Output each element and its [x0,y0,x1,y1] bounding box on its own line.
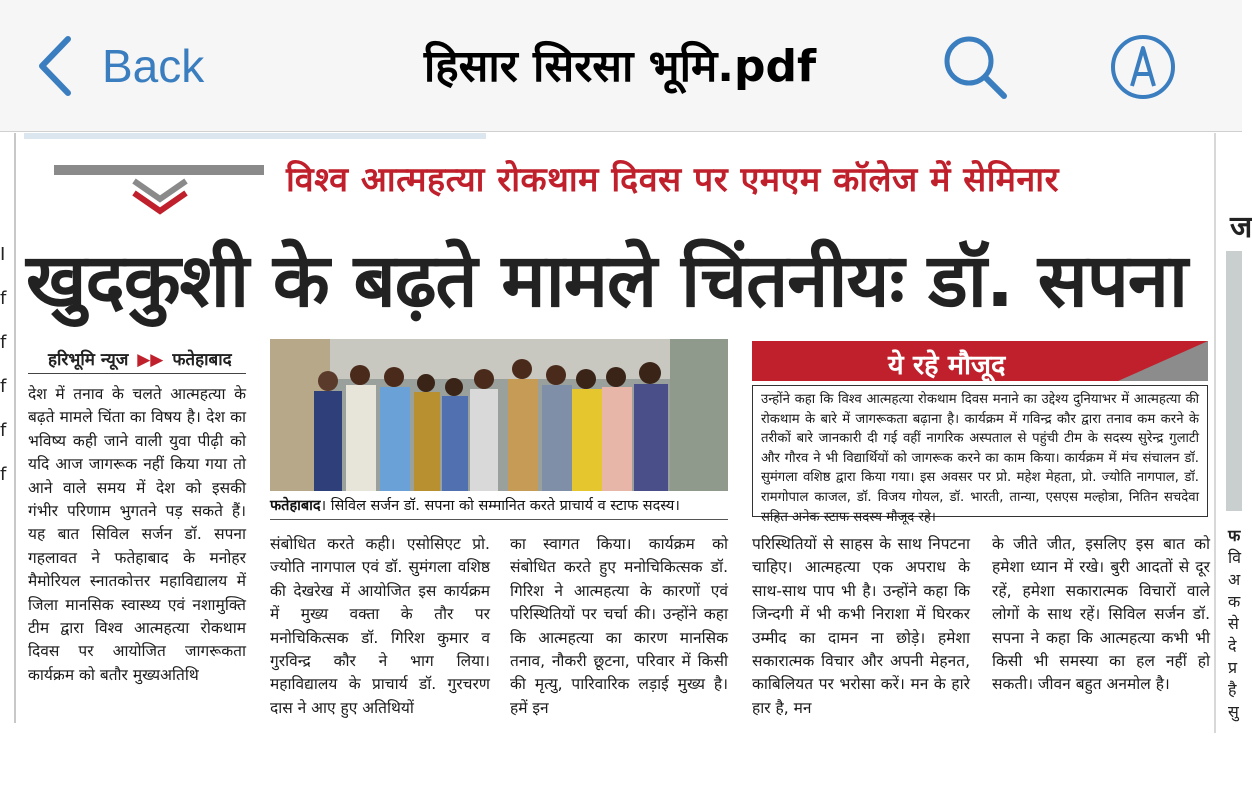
edge-fragment: f [0,420,7,441]
byline-separator: ▶▶ [137,350,164,370]
markup-button[interactable] [1110,34,1176,100]
box-header [752,341,1208,381]
right-column-rule [1214,133,1216,733]
back-label: Back [102,40,205,92]
document-title: हिसार सिरसा भूमि.pdf [423,41,817,92]
pdf-page[interactable] [0,133,1252,791]
caption-rule [270,519,728,520]
double-chevron-down-icon [124,177,196,217]
adjacent-headline-fragment: ज [1230,210,1252,245]
byline [48,347,232,370]
edge-fragment: दे [1228,636,1237,655]
edge-fragment: से [1228,614,1239,633]
edge-fragment: फ [1228,526,1241,545]
edge-fragment: क [1228,592,1241,611]
byline-place: फतेहाबाद [172,350,232,370]
markup-pen-icon [1110,34,1176,100]
article-column-3: का स्वागत किया। कार्यक्रम को संबोधित करते हुए मनोचिकित्सक डॉ. गिरिश ने आत्महत्या के कारणों एवं परिस्थितियों पर चर्चा की। उन्होंने कहा कि आत्महत्या का कारण मानसिक तनाव, नौकरी छूटना, परिवार में किसी की मृत्यु, पारिवारिक लड़ाई मुख्य है। हमें इन [510,535,728,717]
edge-fragment: I [0,244,6,265]
edge-fragment: f [0,288,7,309]
box-text: उन्होंने कहा कि विश्व आत्महत्या रोकथाम दिवस मनाने का उद्देश्य दुनियाभर में आत्महत्या की रोकथाम के बारे में जागरूकता बढ़ाना है। कार्यक्रम में गविन्द्र कौर द्वारा तनाव कम करने के तरीकों बारे जानकारी दी गई वहीं नागरिक अस्पताल से पहुंची टीम के सदस्य सुरेन्द्र गुलाटी और गौरव ने भी विद्यार्थियों को जागरूक करने का काम किया। कार्यक्रम में मंच संचालन डॉ. सुमंगला वशिष्ठ द्वारा किया गया। इस अवसर पर प्रो. महेश मेहता, प्रो. ज्योति नागपाल, डॉ. रामगोपाल काजल, डॉ. विजय गोयल, डॉ. भारती, तान्या, एसएस मल्होत्रा, नितिन सचदेवा सहित अनेक स्टाफ सदस्य मौजूद रहे। [752,385,1208,517]
right-edge-fragments [1228,525,1242,723]
back-button[interactable] [36,30,204,102]
article-column-5: के जीते जीत, इसलिए इस बात को हमेशा ध्यान में रखे। बुरी आदतों से दूर रहें, हमेशा सकारात्मक विचारों वाले लोगों के साथ रहें। सिविल सर्जन डॉ. सपना ने कहा कि आत्महत्या कभी भी किसी भी समस्या का हल नहीं हो सकती। जीवन बहुत अनमोल है। [992,535,1210,694]
group-photo-image [270,339,728,491]
article-column-1: देश में तनाव के चलते आत्महत्या के बढ़ते मामले चिंता का विषय है। देश का भविष्य कही जाने वाली युवा पीढ़ी को यदि आज जागरूक नहीं किया गया तो आने वाले समय में देश को इसकी गंभीर परिणाम भुगतने पड़ सकते हैं। यह बात सिविल सर्जन डॉ. सपना गहलावत ने फतेहाबाद के मनोहर मैमोरियल स्नातकोत्तर महाविद्यालय में जिला मानसिक स्वास्थ्य एवं नशामुक्ति टीम द्वारा विश्व आत्महत्या रोकथाम दिवस पर आयोजित जागरूकता कार्यक्रम को बतौर मुख्यअतिथि [28,385,246,684]
byline-source: हरिभूमि न्यूज [48,350,129,370]
byline-rule [28,373,246,374]
caption-place: फतेहाबाद [270,498,321,514]
edge-fragment: f [0,376,7,397]
edge-fragment: प्र [1228,658,1238,677]
search-icon [942,34,1008,100]
edge-fragment: अ [1228,570,1241,589]
article-headline: खुदकुशी के बढ़ते मामले चिंतनीयः डॉ. सपना [26,238,1188,324]
edge-fragment: f [0,464,7,485]
chevron-left-icon [36,35,72,97]
article-photo [270,339,728,491]
edge-fragment: f [0,332,7,353]
edge-fragment: सु [1228,702,1239,721]
left-edge-fragments [0,233,12,497]
search-button[interactable] [942,34,1008,100]
left-column-rule [14,133,16,723]
edge-fragment: वि [1228,548,1242,567]
photo-caption [270,495,728,515]
box-header-accent [1118,341,1208,381]
kicker-bar [54,165,264,175]
edge-fragment: है [1228,680,1237,699]
navigation-bar [0,0,1242,132]
page-top-strip [24,133,486,139]
adjacent-photo-fragment [1226,251,1242,511]
article-kicker: विश्व आत्महत्या रोकथाम दिवस पर एमएम कॉलेज में सेमिनार [286,160,1059,200]
box-title: ये रहे मौजूद [888,350,1006,381]
article-column-2: संबोधित करते कही। एसोसिएट प्रो. ज्योति नागपाल एवं डॉ. सुमंगला वशिष्ठ की देखरेख में आयोजित इस कार्यक्रम में मुख्य वक्ता के तौर पर मनोचिकित्सक डॉ. गिरिश कुमार व गुरविन्द्र कौर ने भाग लिया। महाविद्यालय के प्राचार्य डॉ. गुरचरण दास ने आए हुए अतिथियों [270,535,490,717]
article-column-4: परिस्थितियों से साहस के साथ निपटना चाहिए। आत्महत्या एक अपराध के साथ-साथ पाप भी है। उन्होंने कहा कि जिन्दगी में भी कभी निराशा में घिरकर उम्मीद का दामन ना छोड़े। हमेशा सकारात्मक विचार और अपनी मेहनत, काबिलियत पर भरोसा करें। मन के हारे हार है, मन [752,535,970,717]
caption-text: । सिविल सर्जन डॉ. सपना को सम्मानित करते प्राचार्य व स्टाफ सदस्य। [320,498,680,514]
